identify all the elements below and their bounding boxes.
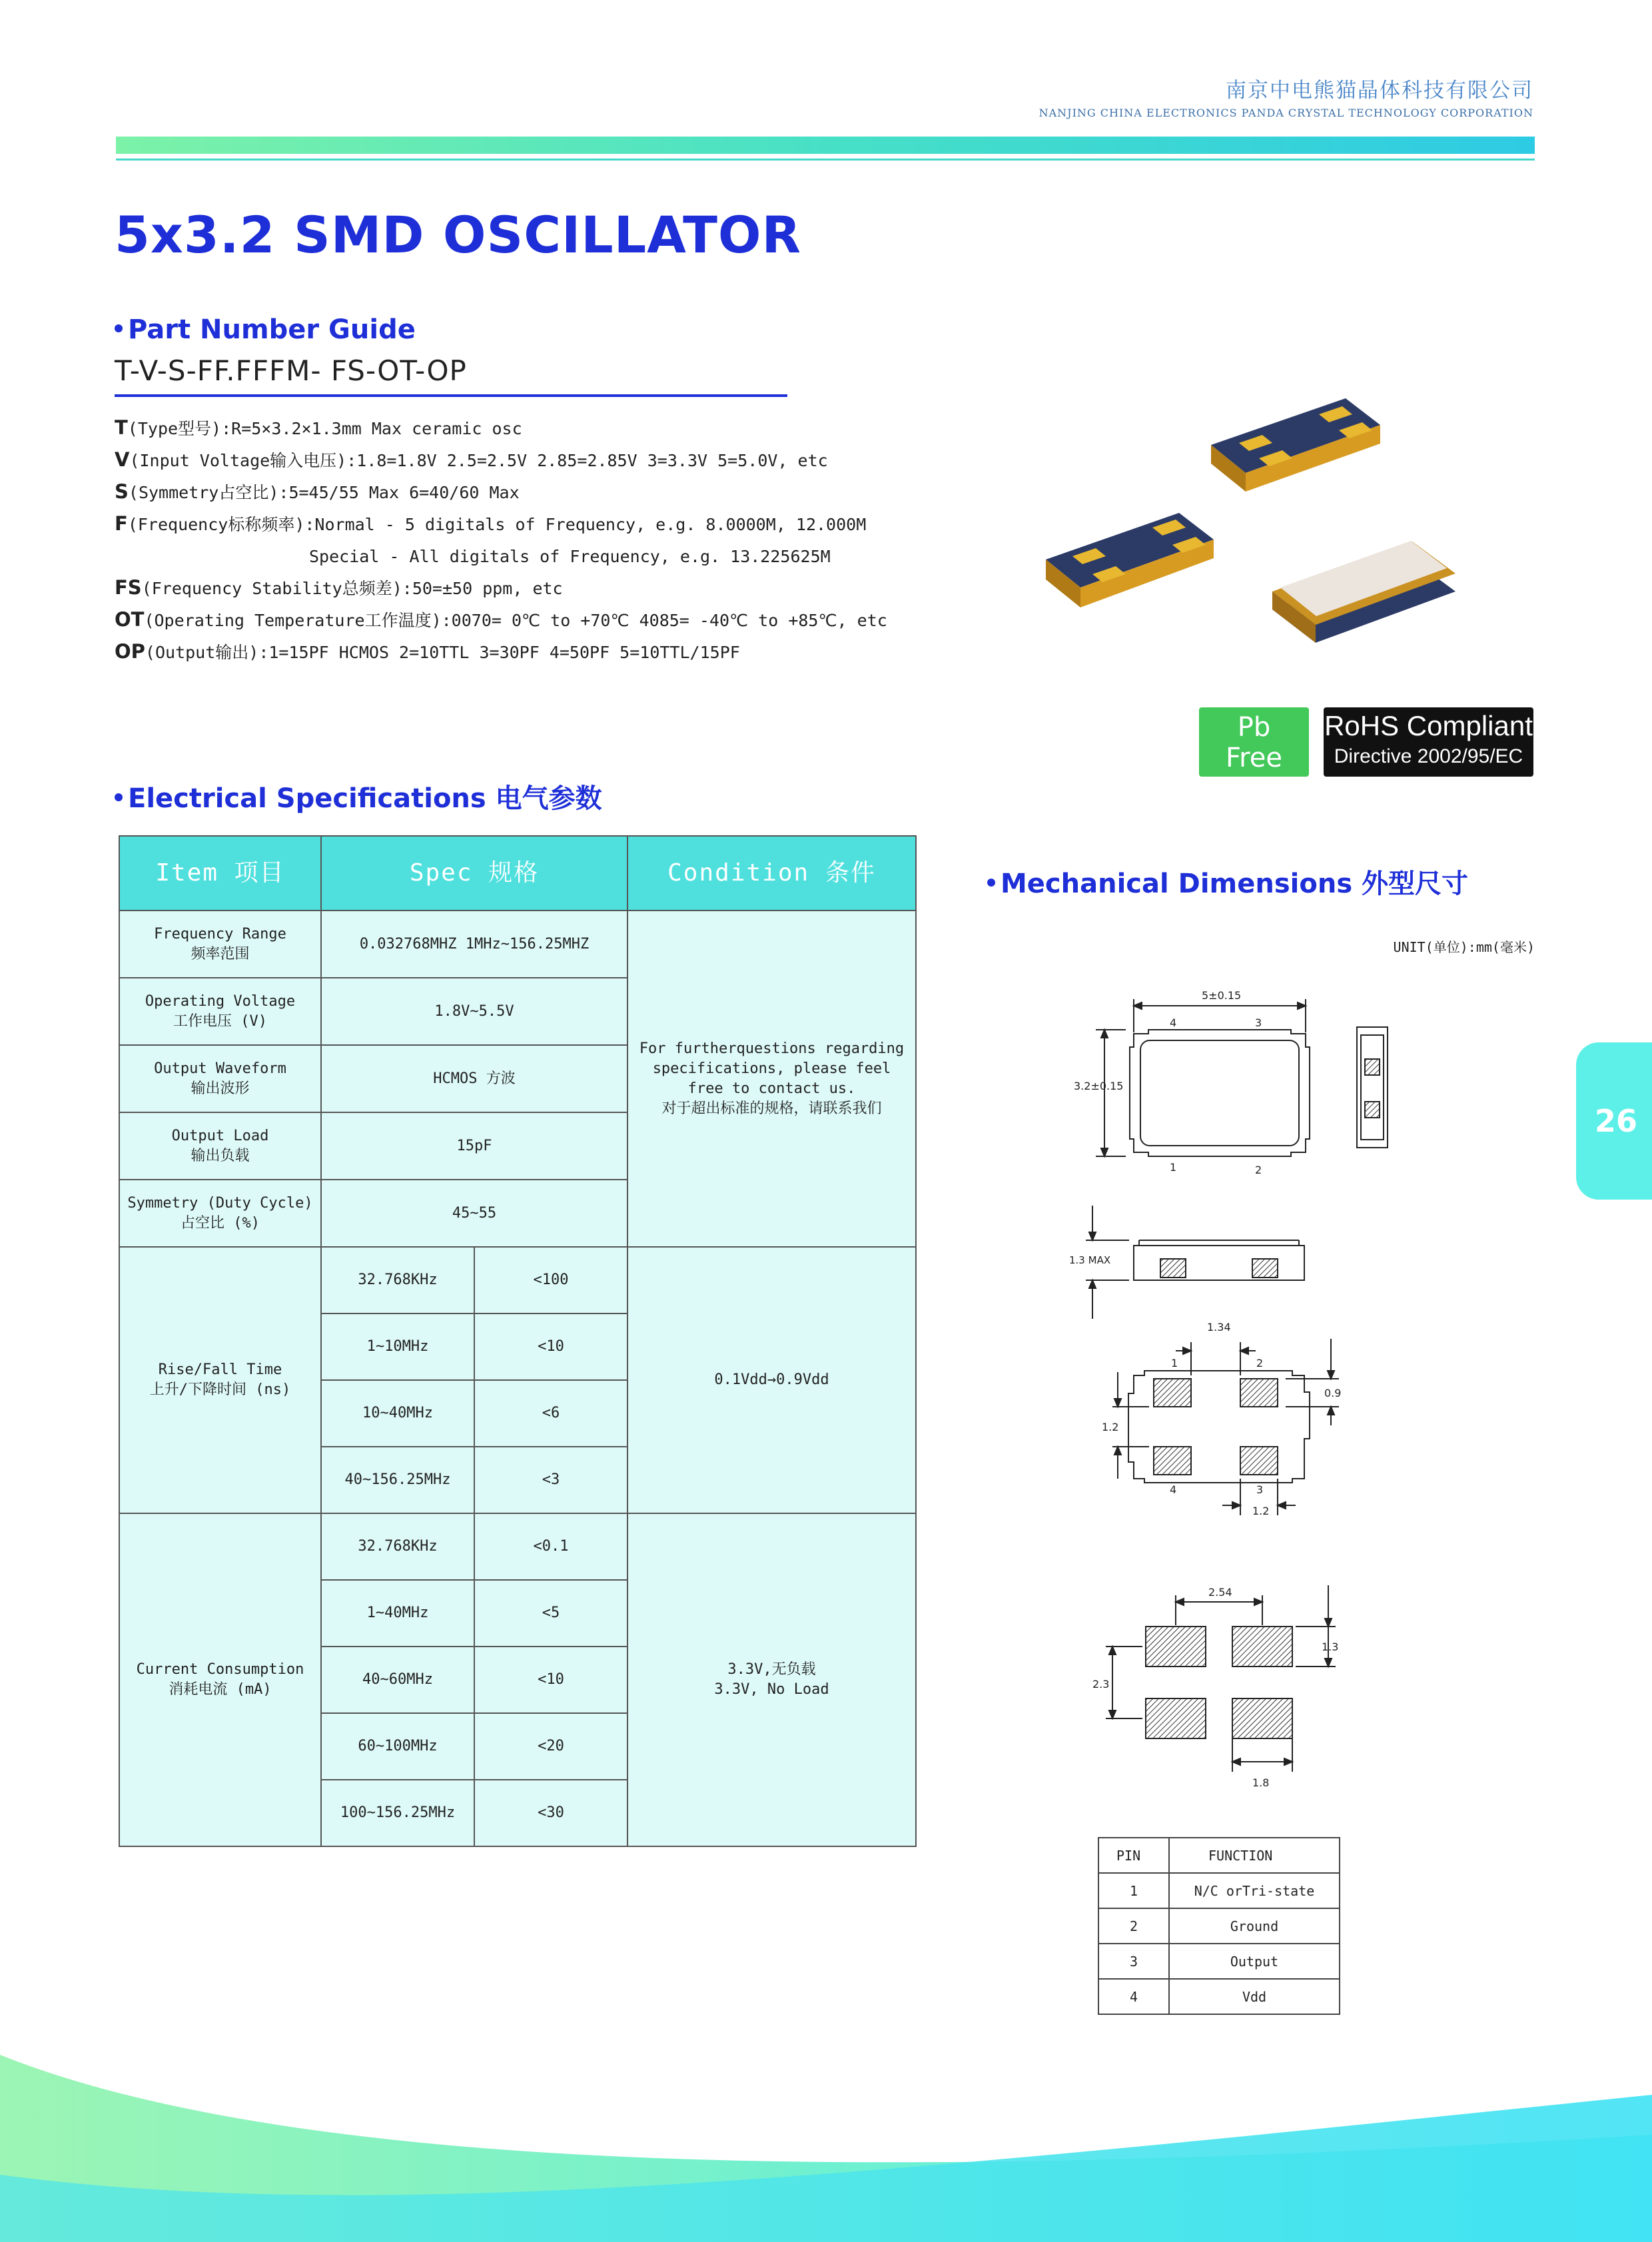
table-row xyxy=(1098,1908,1340,1944)
land-pattern xyxy=(1106,1585,1339,1772)
col-condition-header: Condition 条件 xyxy=(627,836,916,911)
pin-table-header xyxy=(1098,1838,1340,1873)
spec-cell: 1.8V~5.5V xyxy=(321,978,627,1045)
range-cell: 1~10MHz xyxy=(321,1313,474,1380)
col-item-header: Item 项目 xyxy=(119,836,321,911)
pin-cell: 4 xyxy=(1098,1979,1169,2014)
range-cell: 40~60MHz xyxy=(321,1647,474,1713)
pb-free-badge: Pb Free xyxy=(1199,707,1309,777)
guide-row-frequency-special: Special - All digitals of Frequency, e.g. 13.225625M xyxy=(309,547,831,566)
bottom-view xyxy=(1112,1339,1342,1515)
height-view xyxy=(1086,1206,1304,1319)
electrical-spec-heading: Electrical Specifications 电气参数 xyxy=(115,777,602,815)
value-cell: <0.1 xyxy=(474,1513,627,1580)
bottom-view-pin-4: 4 xyxy=(1170,1483,1177,1496)
formula-underline xyxy=(115,394,787,397)
item-cell: Symmetry (Duty Cycle) 占空比 (%) xyxy=(119,1180,321,1247)
page-title: 5x3.2 SMD OSCILLATOR xyxy=(115,205,802,264)
value-cell: <3 xyxy=(474,1447,627,1513)
current-condition-cell: 3.3V,无负载 3.3V, No Load xyxy=(627,1513,916,1846)
top-view-pin-2: 2 xyxy=(1255,1164,1262,1176)
pin-function-table xyxy=(1098,1837,1340,2015)
package-image-front-left xyxy=(1046,513,1214,607)
col-function-header: FUNCTION xyxy=(1169,1838,1340,1873)
item-cell: Output Waveform 输出波形 xyxy=(119,1045,321,1112)
range-cell: 40~156.25MHz xyxy=(321,1447,474,1513)
top-view-pin-1: 1 xyxy=(1170,1161,1177,1174)
range-cell: 32.768KHz xyxy=(321,1247,474,1313)
current-item-cell: Current Consumption 消耗电流 (mA) xyxy=(119,1513,321,1846)
guide-row-symmetry: S(Symmetry占空比):5=45/55 Max 6=40/60 Max xyxy=(115,480,520,503)
dim-pad-h: 0.9 xyxy=(1324,1387,1342,1399)
table-row xyxy=(119,1247,916,1313)
value-cell: <6 xyxy=(474,1380,627,1447)
range-cell: 1~40MHz xyxy=(321,1580,474,1647)
value-cell: <30 xyxy=(474,1780,627,1846)
rise-fall-condition-cell: 0.1Vdd→0.9Vdd xyxy=(627,1247,916,1513)
mechanical-dimensions-heading: Mechanical Dimensions 外型尺寸 xyxy=(987,863,1468,901)
header-gradient-bar xyxy=(116,137,1535,154)
range-cell: 32.768KHz xyxy=(321,1513,474,1580)
unit-label: UNIT(单位):mm(毫米) xyxy=(1393,939,1535,955)
package-image-front-right xyxy=(1272,541,1455,643)
table-row xyxy=(1098,1944,1340,1979)
page-number-tab: 26 xyxy=(1576,1042,1652,1200)
pin-cell: 1 xyxy=(1098,1873,1169,1908)
function-cell: Vdd xyxy=(1169,1979,1340,2014)
bullet-icon xyxy=(987,879,995,887)
table-row xyxy=(1098,1873,1340,1908)
bullet-icon xyxy=(115,793,123,801)
top-view xyxy=(1096,999,1310,1156)
function-cell: Output xyxy=(1169,1944,1340,1979)
guide-row-stability: FS(Frequency Stability总频差):50=±50 ppm, etc xyxy=(115,576,563,599)
part-number-formula: T-V-S-FF.FFFM- FS-OT-OP xyxy=(115,354,467,387)
bottom-view-pin-3: 3 xyxy=(1256,1483,1264,1496)
dim-height: 1.3 MAX xyxy=(1069,1254,1111,1266)
value-cell: <10 xyxy=(474,1647,627,1713)
dim-land-w: 1.8 xyxy=(1252,1776,1270,1789)
range-cell: 10~40MHz xyxy=(321,1380,474,1447)
item-cell: Frequency Range 频率范围 xyxy=(119,911,321,978)
range-cell: 60~100MHz xyxy=(321,1713,474,1780)
bottom-view-pin-2: 2 xyxy=(1256,1357,1264,1369)
dim-land-pitch: 2.54 xyxy=(1208,1586,1232,1599)
rohs-compliant-badge: RoHS Compliant Directive 2002/95/EC xyxy=(1324,707,1533,777)
guide-row-voltage: V(Input Voltage输入电压):1.8=1.8V 2.5=2.5V 2.85=2.85V 3=3.3V 5=5.0V, etc xyxy=(115,448,828,471)
value-cell: <5 xyxy=(474,1580,627,1647)
col-spec-header: Spec 规格 xyxy=(321,836,627,911)
bottom-decorative-waves xyxy=(0,2055,1652,2242)
col-pin-header: PIN xyxy=(1098,1838,1169,1873)
dim-land-span: 2.3 xyxy=(1092,1678,1110,1690)
spec-cell: 0.032768MHZ 1MHz~156.25MHZ xyxy=(321,911,627,978)
dim-pad-w: 1.2 xyxy=(1252,1505,1270,1517)
item-cell: Output Load 输出负载 xyxy=(119,1112,321,1180)
dim-pad-gap: 1.2 xyxy=(1102,1421,1119,1433)
bullet-icon xyxy=(115,324,123,332)
part-number-guide-heading: Part Number Guide xyxy=(115,314,416,345)
bottom-view-pin-1: 1 xyxy=(1171,1357,1178,1369)
guide-row-frequency: F(Frequency标称频率):Normal - 5 digitals of Frequency, e.g. 8.0000M, 12.000M xyxy=(115,512,867,535)
side-view-drawing xyxy=(1349,1026,1396,1149)
oscillator-product-image xyxy=(1039,380,1472,679)
item-cell: Operating Voltage 工作电压 (V) xyxy=(119,978,321,1045)
function-cell: Ground xyxy=(1169,1908,1340,1944)
value-cell: <10 xyxy=(474,1313,627,1380)
top-view-pin-3: 3 xyxy=(1255,1016,1262,1029)
value-cell: <20 xyxy=(474,1713,627,1780)
spec-cell: HCMOS 方波 xyxy=(321,1045,627,1112)
guide-row-temperature: OT(Operating Temperature工作温度):0070= 0℃ to +70℃ 4085= -40℃ to +85℃, etc xyxy=(115,608,887,631)
dim-pad-pitch-top: 1.34 xyxy=(1207,1321,1231,1333)
table-row xyxy=(1098,1979,1340,2014)
general-condition-cell: For furtherquestions regarding specifications, please feel free to contact us. 对于超出标准的规格，请联系我们 xyxy=(627,911,916,1247)
table-row xyxy=(119,911,916,978)
function-cell: N/C orTri-state xyxy=(1169,1873,1340,1908)
spec-cell: 45~55 xyxy=(321,1180,627,1247)
company-name-en: NANJING CHINA ELECTRONICS PANDA CRYSTAL TECHNOLOGY CORPORATION xyxy=(1038,107,1533,119)
package-image-back xyxy=(1211,398,1380,492)
dim-length: 5±0.15 xyxy=(1202,989,1242,1002)
table-row xyxy=(119,1513,916,1580)
electrical-spec-table xyxy=(119,835,917,1847)
part-number-guide-list xyxy=(115,412,887,667)
spec-cell: 15pF xyxy=(321,1112,627,1180)
company-name-cn: 南京中电熊猫晶体科技有限公司 xyxy=(1226,79,1533,103)
dim-width: 3.2±0.15 xyxy=(1074,1080,1124,1092)
pin-cell: 3 xyxy=(1098,1944,1169,1979)
pin-cell: 2 xyxy=(1098,1908,1169,1944)
range-cell: 100~156.25MHz xyxy=(321,1780,474,1846)
guide-row-type: T(Type型号):R=5×3.2×1.3mm Max ceramic osc xyxy=(115,416,522,439)
header-divider xyxy=(116,159,1535,161)
rise-fall-item-cell: Rise/Fall Time 上升/下降时间 (ns) xyxy=(119,1247,321,1513)
dim-land-h: 1.3 xyxy=(1322,1641,1339,1653)
mechanical-drawing xyxy=(1059,972,1366,1822)
top-view-pin-4: 4 xyxy=(1170,1016,1177,1029)
spec-table-header xyxy=(119,836,916,911)
value-cell: <100 xyxy=(474,1247,627,1313)
guide-row-output: OP(Output输出):1=15PF HCMOS 2=10TTL 3=30PF 4=50PF 5=10TTL/15PF xyxy=(115,640,740,663)
